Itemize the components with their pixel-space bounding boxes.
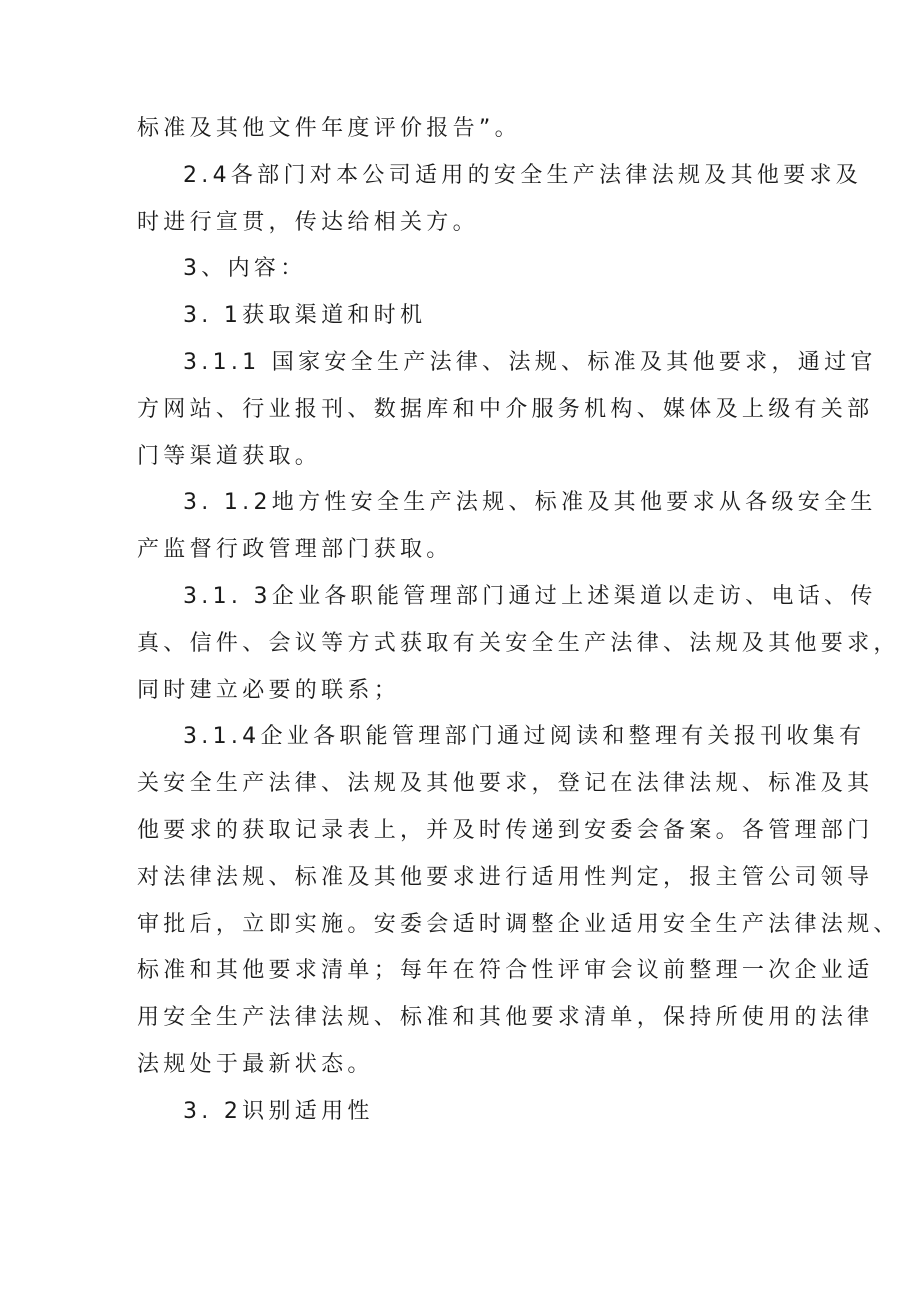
- text-line: 真、信件、会议等方式获取有关安全生产法律、法规及其他要求，: [137, 630, 900, 656]
- paragraph-continuation: [137, 106, 797, 153]
- text-line: 3. 1获取渠道和时机: [183, 303, 427, 329]
- text-line: 3. 1.2地方性安全生产法规、标准及其他要求从各级安全生: [183, 490, 877, 516]
- text-line: 用安全生产法律法规、标准和其他要求清单，保持所使用的法律: [137, 1005, 874, 1031]
- paragraph-2-4: [137, 153, 863, 247]
- section-heading-3-1: [137, 293, 797, 340]
- text-line: 他要求的获取记录表上，并及时传递到安委会备案。各管理部门: [137, 817, 874, 843]
- paragraph-3-1-4: [137, 714, 900, 1088]
- text-line: 3.1.4企业各职能管理部门通过阅读和整理有关报刊收集有: [183, 724, 866, 750]
- text-line: 2.4各部门对本公司适用的安全生产法律法规及其他要求及: [183, 162, 863, 188]
- text-line: 门等渠道获取。: [137, 443, 322, 469]
- text-line: 3、内容：: [183, 256, 307, 282]
- text-line: 方网站、行业报刊、数据库和中介服务机构、媒体及上级有关部: [137, 396, 874, 422]
- text-line: 产监督行政管理部门获取。: [137, 537, 453, 563]
- text-line: 法规处于最新状态。: [137, 1051, 374, 1077]
- text-line: 3.1. 3企业各职能管理部门通过上述渠道以走访、电话、传: [183, 583, 877, 609]
- paragraph-3-1-2: [137, 480, 877, 574]
- section-heading-3-2: [137, 1089, 797, 1136]
- section-heading-3: [137, 246, 797, 293]
- text-line: 标准和其他要求清单；每年在符合性评审会议前整理一次企业适: [137, 958, 874, 984]
- document-body: [137, 106, 900, 1136]
- text-line: 对法律法规、标准及其他要求进行适用性判定，报主管公司领导: [137, 864, 874, 890]
- paragraph-3-1-3: [137, 574, 900, 714]
- text-line: 时进行宣贯，传达给相关方。: [137, 209, 479, 235]
- text-line: 3. 2识别适用性: [183, 1098, 374, 1124]
- paragraph-3-1-1: [137, 340, 877, 480]
- text-line: 同时建立必要的联系；: [137, 677, 401, 703]
- text-line: 关安全生产法律、法规及其他要求，登记在法律法规、标准及其: [137, 771, 874, 797]
- text-line: 审批后，立即实施。安委会适时调整企业适用安全生产法律法规、: [137, 911, 900, 937]
- text-line: 3.1.1 国家安全生产法律、法规、标准及其他要求，通过官: [183, 349, 877, 375]
- text-line: 标准及其他文件年度评价报告”。: [137, 116, 521, 141]
